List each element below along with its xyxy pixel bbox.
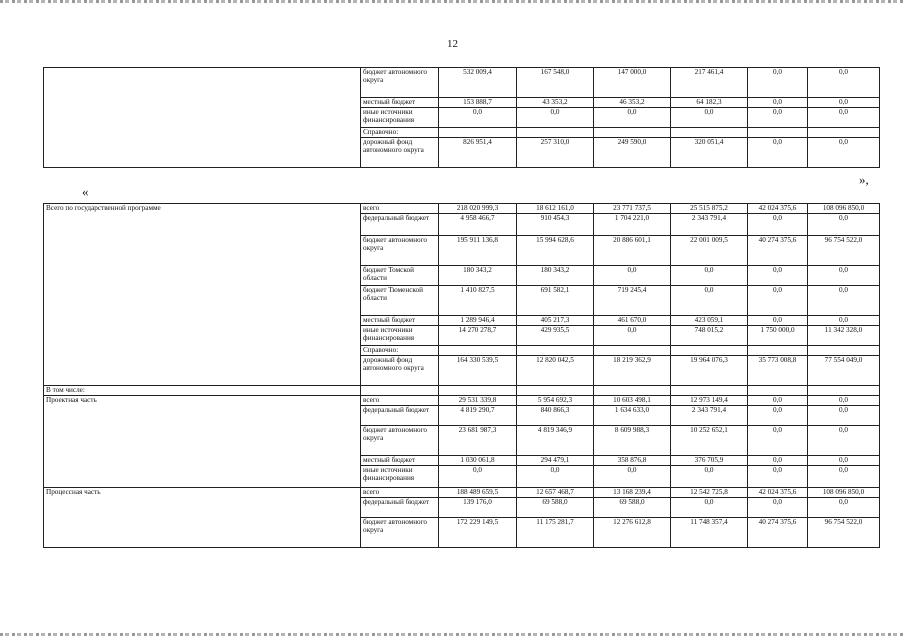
amount-cell xyxy=(439,346,517,356)
closing-quote: », xyxy=(859,172,869,187)
amount-cell: 22 001 009,5 xyxy=(671,236,748,266)
amount-cell: 11 175 281,7 xyxy=(517,518,594,548)
amount-cell: 4 958 466,7 xyxy=(439,214,517,236)
table-row xyxy=(44,488,880,498)
amount-cell: 405 217,3 xyxy=(517,316,594,326)
amount-cell: 0,0 xyxy=(594,108,671,128)
amount-cell: 0,0 xyxy=(808,316,880,326)
amount-cell: 96 754 522,0 xyxy=(808,236,880,266)
amount-cell: 0,0 xyxy=(748,498,808,518)
source-label-cell: иные источники финансирования xyxy=(361,326,439,346)
amount-cell: 139 176,0 xyxy=(439,498,517,518)
amount-cell: 40 274 375,6 xyxy=(748,518,808,548)
amount-cell xyxy=(671,346,748,356)
source-label-cell: бюджет автономного округа xyxy=(361,236,439,266)
amount-cell: 0,0 xyxy=(748,138,808,168)
group-title-cell: Проектная часть xyxy=(44,396,361,488)
amount-cell: 153 888,7 xyxy=(439,98,517,108)
amount-cell: 2 343 791,4 xyxy=(671,214,748,236)
amount-cell: 1 750 000,0 xyxy=(748,326,808,346)
amount-cell: 0,0 xyxy=(748,456,808,466)
amount-cell: 0,0 xyxy=(748,68,808,98)
amount-cell: 0,0 xyxy=(748,286,808,316)
amount-cell xyxy=(671,128,748,138)
amount-cell: 11 748 357,4 xyxy=(671,518,748,548)
amount-cell: 0,0 xyxy=(808,68,880,98)
empty-cell xyxy=(361,386,439,396)
amount-cell: 294 479,1 xyxy=(517,456,594,466)
financing-table-continued xyxy=(43,67,880,168)
amount-cell: 423 059,1 xyxy=(671,316,748,326)
amount-cell: 12 542 725,8 xyxy=(671,488,748,498)
amount-cell: 19 964 076,3 xyxy=(671,356,748,386)
amount-cell: 13 168 239,4 xyxy=(594,488,671,498)
amount-cell: 691 582,1 xyxy=(517,286,594,316)
amount-cell: 840 866,3 xyxy=(517,406,594,426)
amount-cell: 4 819 346,9 xyxy=(517,426,594,456)
amount-cell: 96 754 522,0 xyxy=(808,518,880,548)
empty-cell xyxy=(439,386,517,396)
amount-cell: 0,0 xyxy=(748,98,808,108)
amount-cell xyxy=(594,128,671,138)
amount-cell: 147 000,0 xyxy=(594,68,671,98)
amount-cell: 0,0 xyxy=(808,466,880,488)
amount-cell: 249 590,0 xyxy=(594,138,671,168)
amount-cell: 0,0 xyxy=(671,266,748,286)
amount-cell: 0,0 xyxy=(808,396,880,406)
amount-cell: 0,0 xyxy=(517,108,594,128)
amount-cell: 46 353,2 xyxy=(594,98,671,108)
source-label-cell: дорожный фонд автономного округа xyxy=(361,356,439,386)
source-label-cell: иные источники финансирования xyxy=(361,108,439,128)
amount-cell xyxy=(748,346,808,356)
table-row xyxy=(44,68,880,98)
amount-cell: 69 588,0 xyxy=(517,498,594,518)
amount-cell: 35 773 008,8 xyxy=(748,356,808,386)
amount-cell: 0,0 xyxy=(748,108,808,128)
empty-cell xyxy=(808,386,880,396)
amount-cell xyxy=(517,346,594,356)
empty-cell xyxy=(594,386,671,396)
amount-cell: 532 009,4 xyxy=(439,68,517,98)
source-label-cell: иные источники финансирования xyxy=(361,466,439,488)
source-label-cell: федеральный бюджет xyxy=(361,214,439,236)
amount-cell: 23 771 737,5 xyxy=(594,204,671,214)
amount-cell: 5 954 692,3 xyxy=(517,396,594,406)
amount-cell xyxy=(594,346,671,356)
source-label-cell: дорожный фонд автономного округа xyxy=(361,138,439,168)
program-financing-table xyxy=(43,203,880,548)
amount-cell: 18 612 161,0 xyxy=(517,204,594,214)
amount-cell: 8 609 988,3 xyxy=(594,426,671,456)
amount-cell: 0,0 xyxy=(748,396,808,406)
amount-cell: 1 289 946,4 xyxy=(439,316,517,326)
amount-cell: 0,0 xyxy=(808,266,880,286)
amount-cell: 64 182,3 xyxy=(671,98,748,108)
source-label-cell: Справочно: xyxy=(361,346,439,356)
amount-cell: 42 024 375,6 xyxy=(748,488,808,498)
amount-cell: 217 461,4 xyxy=(671,68,748,98)
amount-cell: 29 531 339,8 xyxy=(439,396,517,406)
amount-cell: 0,0 xyxy=(808,214,880,236)
amount-cell: 2 343 791,4 xyxy=(671,406,748,426)
page-number: 12 xyxy=(447,38,458,50)
source-label-cell: бюджет автономного округа xyxy=(361,68,439,98)
source-label-cell: бюджет Тюменской области xyxy=(361,286,439,316)
amount-cell: 0,0 xyxy=(808,138,880,168)
group-title-cell: Всего по государственной программе xyxy=(44,204,361,386)
amount-cell: 0,0 xyxy=(808,456,880,466)
amount-cell: 1 410 827,5 xyxy=(439,286,517,316)
amount-cell: 257 310,0 xyxy=(517,138,594,168)
source-label-cell: федеральный бюджет xyxy=(361,498,439,518)
amount-cell: 180 343,2 xyxy=(439,266,517,286)
amount-cell: 12 657 468,7 xyxy=(517,488,594,498)
amount-cell: 18 219 362,9 xyxy=(594,356,671,386)
amount-cell: 0,0 xyxy=(748,406,808,426)
amount-cell: 1 704 221,0 xyxy=(594,214,671,236)
table-row xyxy=(44,396,880,406)
amount-cell: 77 554 049,0 xyxy=(808,356,880,386)
empty-cell xyxy=(517,386,594,396)
amount-cell: 167 548,0 xyxy=(517,68,594,98)
scan-bottom-edge xyxy=(0,633,905,636)
amount-cell: 0,0 xyxy=(808,426,880,456)
amount-cell: 910 454,3 xyxy=(517,214,594,236)
amount-cell: 12 820 042,5 xyxy=(517,356,594,386)
empty-cell xyxy=(671,386,748,396)
table-row xyxy=(44,386,880,396)
source-label-cell: бюджет автономного округа xyxy=(361,426,439,456)
amount-cell: 40 274 375,6 xyxy=(748,236,808,266)
source-label-cell: бюджет автономного округа xyxy=(361,518,439,548)
amount-cell xyxy=(439,128,517,138)
amount-cell: 12 276 612,8 xyxy=(594,518,671,548)
group-title-cell xyxy=(44,68,361,168)
amount-cell: 15 994 628,6 xyxy=(517,236,594,266)
source-label-cell: федеральный бюджет xyxy=(361,406,439,426)
amount-cell: 0,0 xyxy=(748,214,808,236)
amount-cell: 0,0 xyxy=(808,286,880,316)
amount-cell: 0,0 xyxy=(594,266,671,286)
source-label-cell: местный бюджет xyxy=(361,316,439,326)
amount-cell: 719 245,4 xyxy=(594,286,671,316)
empty-cell xyxy=(748,386,808,396)
amount-cell xyxy=(808,346,880,356)
amount-cell: 164 330 539,5 xyxy=(439,356,517,386)
source-label-cell: бюджет Томской области xyxy=(361,266,439,286)
amount-cell: 0,0 xyxy=(594,326,671,346)
source-label-cell: Справочно: xyxy=(361,128,439,138)
amount-cell: 23 681 987,3 xyxy=(439,426,517,456)
amount-cell: 108 096 850,0 xyxy=(808,204,880,214)
amount-cell: 188 489 659,5 xyxy=(439,488,517,498)
amount-cell: 826 951,4 xyxy=(439,138,517,168)
amount-cell: 25 515 875,2 xyxy=(671,204,748,214)
amount-cell: 1 634 633,0 xyxy=(594,406,671,426)
amount-cell: 0,0 xyxy=(808,98,880,108)
amount-cell: 180 343,2 xyxy=(517,266,594,286)
amount-cell: 14 270 278,7 xyxy=(439,326,517,346)
amount-cell: 195 911 136,8 xyxy=(439,236,517,266)
amount-cell: 172 229 149,5 xyxy=(439,518,517,548)
amount-cell: 0,0 xyxy=(808,108,880,128)
table-row xyxy=(44,204,880,214)
amount-cell: 10 252 652,1 xyxy=(671,426,748,456)
amount-cell: 0,0 xyxy=(671,466,748,488)
source-label-cell: местный бюджет xyxy=(361,456,439,466)
amount-cell xyxy=(748,128,808,138)
amount-cell: 0,0 xyxy=(671,286,748,316)
amount-cell: 0,0 xyxy=(808,498,880,518)
opening-quote: « xyxy=(82,184,89,199)
amount-cell: 218 020 999,3 xyxy=(439,204,517,214)
amount-cell: 4 819 290,7 xyxy=(439,406,517,426)
amount-cell: 10 603 498,1 xyxy=(594,396,671,406)
group-title-cell: Процессная часть xyxy=(44,488,361,548)
amount-cell: 11 342 328,0 xyxy=(808,326,880,346)
amount-cell xyxy=(517,128,594,138)
amount-cell: 0,0 xyxy=(748,266,808,286)
amount-cell: 0,0 xyxy=(594,466,671,488)
amount-cell: 0,0 xyxy=(439,108,517,128)
amount-cell: 69 588,0 xyxy=(594,498,671,518)
amount-cell: 320 051,4 xyxy=(671,138,748,168)
scan-top-edge xyxy=(0,0,905,3)
amount-cell: 0,0 xyxy=(671,108,748,128)
amount-cell: 0,0 xyxy=(517,466,594,488)
amount-cell: 20 886 601,1 xyxy=(594,236,671,266)
amount-cell: 0,0 xyxy=(748,426,808,456)
amount-cell: 0,0 xyxy=(748,466,808,488)
amount-cell: 1 030 061,8 xyxy=(439,456,517,466)
amount-cell: 43 353,2 xyxy=(517,98,594,108)
amount-cell: 0,0 xyxy=(439,466,517,488)
amount-cell: 42 024 375,6 xyxy=(748,204,808,214)
amount-cell: 0,0 xyxy=(748,316,808,326)
amount-cell: 0,0 xyxy=(808,406,880,426)
amount-cell: 0,0 xyxy=(671,498,748,518)
source-label-cell: местный бюджет xyxy=(361,98,439,108)
amount-cell: 12 973 149,4 xyxy=(671,396,748,406)
amount-cell xyxy=(808,128,880,138)
amount-cell: 429 935,5 xyxy=(517,326,594,346)
amount-cell: 108 096 850,0 xyxy=(808,488,880,498)
source-label-cell: всего xyxy=(361,396,439,406)
amount-cell: 748 015,2 xyxy=(671,326,748,346)
amount-cell: 461 670,0 xyxy=(594,316,671,326)
source-label-cell: всего xyxy=(361,488,439,498)
amount-cell: 358 876,8 xyxy=(594,456,671,466)
source-label-cell: всего xyxy=(361,204,439,214)
section-heading-cell: В том числе: xyxy=(44,386,361,396)
amount-cell: 376 705,9 xyxy=(671,456,748,466)
